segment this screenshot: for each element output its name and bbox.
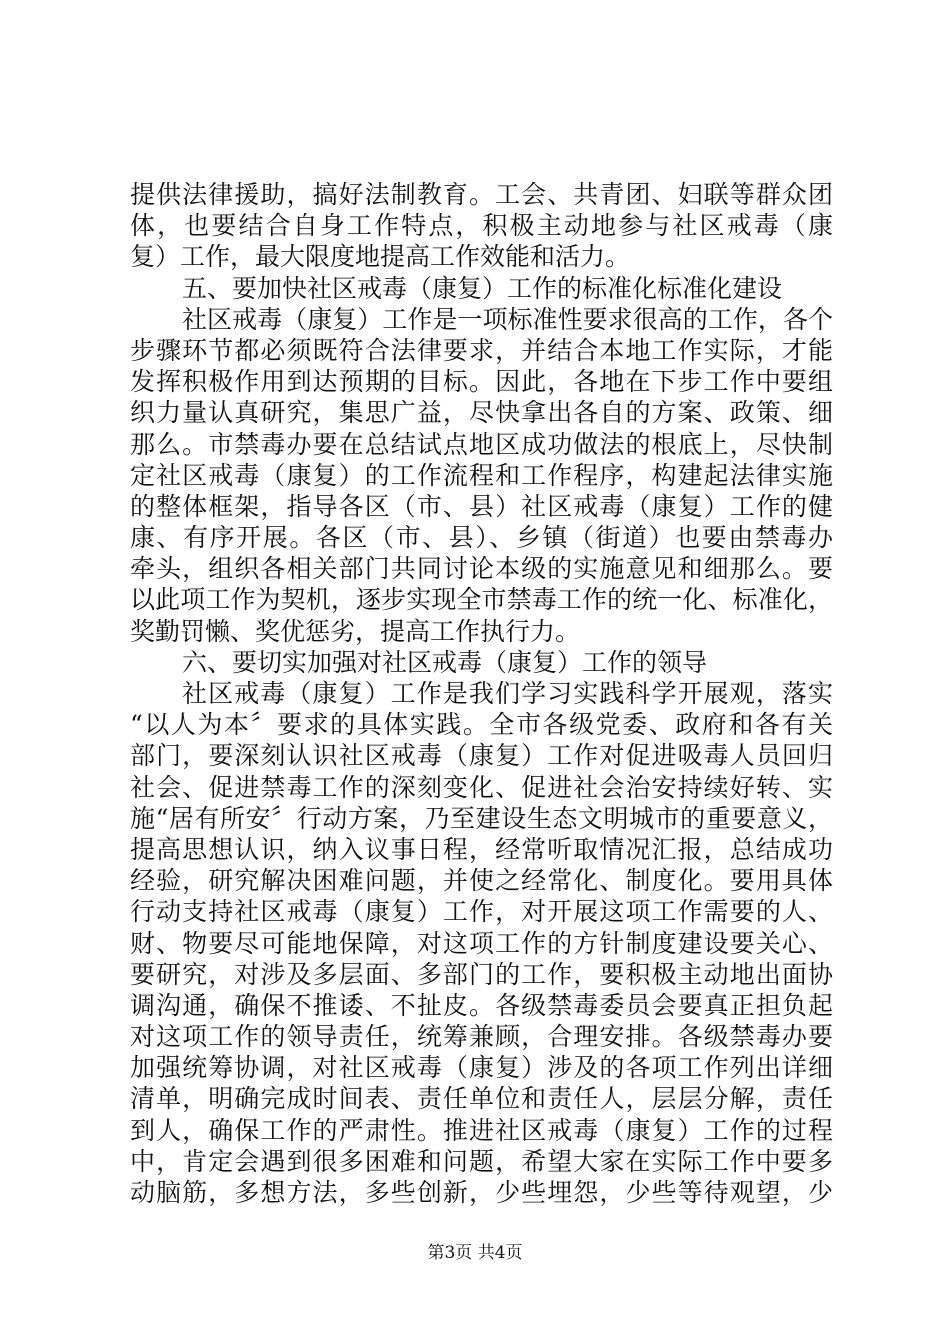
body-line: 经验，研究解决困难问题，并使之经常化、制度化。要用具体 (130, 866, 833, 896)
section-heading-6: 六、要切实加强对社区戒毒（康复）工作的领导 (182, 647, 708, 677)
document-body (130, 179, 833, 1208)
body-line: 康、有序开展。各区（市、县）、乡镇（街道）也要由禁毒办 (130, 523, 833, 553)
page-number-footer: 第3页 共4页 (427, 1243, 523, 1263)
section-heading-5: 五、要加快社区戒毒（康复）工作的标准化标准化建设 (182, 273, 783, 303)
body-line: 社会、促进禁毒工作的深刻变化、促进社会治安持续好转、实 (130, 772, 833, 802)
body-line: 牵头，组织各相关部门共同讨论本级的实施意见和细那么。要 (130, 554, 833, 584)
body-line: 步骤环节都必须既符合法律要求，并结合本地工作实际，才能 (130, 335, 833, 365)
body-line: 中，肯定会遇到很多困难和问题，希望大家在实际工作中要多 (130, 1146, 833, 1176)
body-line: 社区戒毒（康复）工作是我们学习实践科学开展观，落实 (182, 679, 833, 708)
body-line: 调沟通，确保不推诿、不扯皮。各级禁毒委员会要真正担负起 (130, 990, 833, 1020)
body-line: 复）工作，最大限度地提高工作效能和活力。 (130, 242, 631, 272)
body-line: 以此项工作为契机，逐步实现全市禁毒工作的统一化、标准化， (130, 585, 833, 615)
body-line: 体，也要结合自身工作特点，积极主动地参与社区戒毒（康 (130, 211, 833, 241)
body-line: 加强统筹协调，对社区戒毒（康复）涉及的各项工作列出详细 (130, 1053, 833, 1083)
body-line: 清单，明确完成时间表、责任单位和责任人，层层分解，责任 (130, 1084, 833, 1114)
body-line: 奖勤罚懒、奖优惩劣，提高工作执行力。 (130, 616, 581, 646)
body-line: 发挥积极作用到达预期的目标。因此，各地在下步工作中要组 (130, 367, 833, 397)
body-line: 到人，确保工作的严肃性。推进社区戒毒（康复）工作的过程 (130, 1115, 833, 1145)
body-line: “以人为本〞要求的具体实践。全市各级党委、政府和各有关 (130, 710, 833, 740)
body-line: 行动支持社区戒毒（康复）工作，对开展这项工作需要的人、 (130, 897, 833, 927)
body-line: 织力量认真研究，集思广益，尽快拿出各自的方案、政策、细 (130, 398, 833, 428)
body-line: 施“居有所安〞行动方案，乃至建设生态文明城市的重要意义， (130, 803, 833, 833)
body-line: 财、物要尽可能地保障，对这项工作的方针制度建设要关心、 (130, 928, 833, 958)
body-line: 提高思想认识，纳入议事日程，经常听取情况汇报，总结成功 (130, 834, 833, 864)
body-line: 社区戒毒（康复）工作是一项标准性要求很高的工作，各个 (182, 304, 833, 334)
body-line: 部门，要深刻认识社区戒毒（康复）工作对促进吸毒人员回归 (130, 741, 833, 771)
body-line: 动脑筋，多想方法，多些创新，少些埋怨，少些等待观望，少 (130, 1178, 833, 1207)
body-line: 的整体框架，指导各区（市、县）社区戒毒（康复）工作的健 (130, 491, 833, 521)
body-line: 那么。市禁毒办要在总结试点地区成功做法的根底上，尽快制 (130, 429, 833, 459)
body-line: 对这项工作的领导责任，统筹兼顾，合理安排。各级禁毒办要 (130, 1022, 833, 1052)
body-line: 提供法律援助，搞好法制教育。工会、共青团、妇联等群众团 (130, 180, 833, 209)
body-line: 要研究，对涉及多层面、多部门的工作，要积极主动地出面协 (130, 959, 833, 989)
body-line: 定社区戒毒（康复）的工作流程和工作程序，构建起法律实施 (130, 460, 833, 490)
